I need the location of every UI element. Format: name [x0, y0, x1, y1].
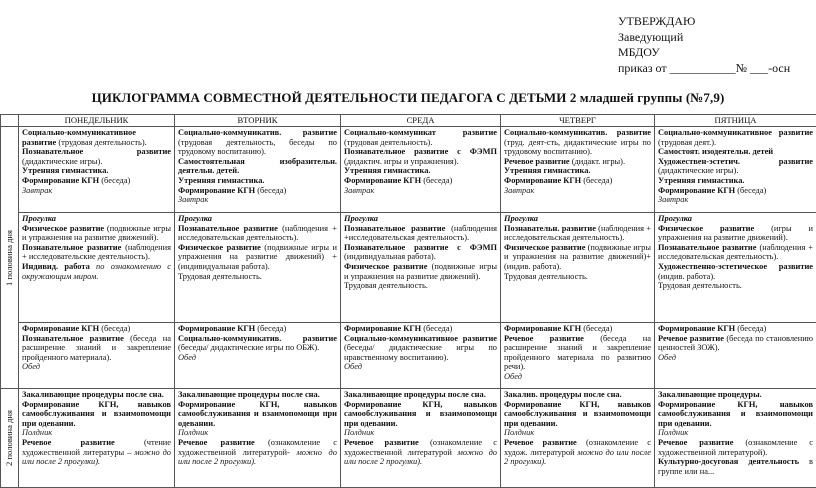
cell-fri-evening: Закаливающие процедуры. Формирование КГН, навыков самообслуживания и взаимопомощи при одевании. Полдник Речевое развитие (ознакомление с художественной литературой). Культурно-досуговая деятельность в группе или на...: [655, 389, 816, 488]
cell-wed-lunch: Формирование КГН (беседа) Социально-коммуникативное развитие (беседы/ дидактические игры по нравственному воспитанию). Обед: [341, 323, 501, 389]
cell-fri-morning: Социально-коммуникативное развитие (трудовая деят.). Самостоят. изодеятельн. детей Художествен-эстетич. развитие (дидактические игры). Утренняя гимнастика. Формирование КГН (беседа) Завтрак: [655, 127, 816, 213]
page-title: ЦИКЛОГРАММА СОВМЕСТНОЙ ДЕЯТЕЛЬНОСТИ ПЕДАГОГА С ДЕТЬМИ 2 младшей группы (№7,9): [0, 90, 816, 106]
approval-line-3: МБДОУ: [618, 45, 790, 61]
schedule-table: [0, 114, 816, 488]
table-row-lunch: [1, 323, 816, 389]
header-row: [1, 115, 816, 127]
meal-label: Завтрак: [504, 186, 651, 196]
snack-label: Полдник: [658, 428, 813, 438]
day-header-mon: ПОНЕДЕЛЬНИК: [19, 115, 175, 127]
meal-label: Завтрак: [344, 186, 497, 196]
snack-label: Полдник: [22, 428, 171, 438]
meal-label: Завтрак: [658, 195, 813, 205]
snack-label: Полдник: [178, 428, 337, 438]
approval-line-4: приказ от ___________№ ___-осн: [618, 61, 790, 77]
day-header-tue: ВТОРНИК: [175, 115, 341, 127]
half-day-label-2: [1, 389, 19, 488]
cell-mon-evening: Закаливающие процедуры после сна. Формирование КГН, навыков самообслуживания и взаимопомощи при одевании. Полдник Речевое развитие (чтение художественной литературы – можно до или после 2 прогулки).: [19, 389, 175, 488]
cell-wed-walk: Прогулка Познавательное развитие (наблюдения +исследовательская деятельность). Познавательное развитие с ФЭМП (индивидуальная работа). Физическое развитие (подвижные игры и упражнения на развитие движений). Трудовая деятельность.: [341, 213, 501, 323]
day-header-wed: СРЕДА: [341, 115, 501, 127]
cell-thu-evening: Закалив. процедуры после сна. Формирование КГН, навыков самообслуживания и взаимопомощи при одевании. Полдник Речевое развитие (ознакомление с худож. литературой можно до или после 2 прогулки).: [501, 389, 655, 488]
cell-tue-walk: Прогулка Познавательное развитие (наблюдения + исследовательская деятельность). Физическое развитие (подвижные игры и упражнения на развитие движений) + (индивидуальная работа). Трудовая деятельность.: [175, 213, 341, 323]
cell-tue-evening: Закаливающие процедуры после сна. Формирование КГН, навыков самообслуживания и взаимопомощи при одевании. Полдник Речевое развитие (ознакомление с художественной литературой- можно до или после 2 прогулки).: [175, 389, 341, 488]
cell-mon-walk: Прогулка Физическое развитие (подвижные игры и упражнения на развитие движений). Познавательное развитие (наблюдения + исследовательские деятельность). Индивид. работа по ознакомлению с окружающим миром.: [19, 213, 175, 323]
table-row-morning: [1, 127, 816, 213]
cell-wed-evening: Закаливающие процедуры после сна. Формирование КГН, навыков самообслуживания и взаимопомощи при одевании. Полдник Речевое развитие (ознакомление с художественной литературой можно до или после 2 прогулки).: [341, 389, 501, 488]
meal-label: Обед: [22, 362, 171, 372]
cell-mon-morning: Социально-коммуникативное развитие (трудовая деятельность). Познавательное развитие (дидактические игры). Утренняя гимнастика. Формирование КГН (беседа) Завтрак: [19, 127, 175, 213]
cell-thu-lunch: Формирование КГН (беседа) Речевое развитие (беседа на расширение знаний и закрепление пройденного материала по развитию речи). Обед: [501, 323, 655, 389]
table-row-evening: [1, 389, 816, 488]
cell-wed-morning: Социально-коммуникат развитие (трудовая деятельность). Познавательное развитие с ФЭМП (дидактич. игры и упражнения). Утренняя гимнастика. Формирование КГН (беседа) Завтрак: [341, 127, 501, 213]
cell-fri-lunch: Формирование КГН (беседа) Речевое развитие (беседа по становлению ценностей ЗОЖ). Обед: [655, 323, 816, 389]
table-row-walk: [1, 213, 816, 323]
snack-label: Полдник: [344, 428, 497, 438]
approval-block: [618, 14, 790, 76]
corner-cell: [1, 115, 19, 127]
cell-fri-walk: Прогулка Физическое развитие (игры и упражнения на развитие движений). Познавательное развитие (наблюдения + исследовательская деятельность). Художественно-эстетическое развитие (индив. работа). Трудовая деятельность.: [655, 213, 816, 323]
approval-line-2: Заведующий: [618, 30, 790, 46]
cell-thu-walk: Прогулка Познавательн. развитие (наблюдения + исследовательская деятельность). Физическое развитие (подвижные игры и упражнения на развитие движений)+(индив. работа). Трудовая деятельность.: [501, 213, 655, 323]
meal-label: Обед: [504, 372, 651, 382]
meal-label: Обед: [344, 362, 497, 372]
cell-thu-morning: Социально-коммуникатив. развитие (труд. деят-сть, дидактические игры по трудовому воспитанию). Речевое развитие (дидакт. игры). Утренняя гимнастика. Формирование КГН (беседа) Завтрак: [501, 127, 655, 213]
meal-label: Завтрак: [22, 186, 171, 196]
meal-label: Обед: [658, 353, 813, 363]
meal-label: Завтрак: [178, 195, 337, 205]
snack-label: Полдник: [504, 428, 651, 438]
day-header-fri: ПЯТНИЦА: [655, 115, 816, 127]
cell-tue-lunch: Формирование КГН (беседа) Социально-коммуникатив. развитие (беседы/ дидактические игры по ОБЖ). Обед: [175, 323, 341, 389]
cell-mon-lunch: Формирование КГН (беседа) Познавательное развитие (беседа на расширение знаний и закрепление пройденного материала). Обед: [19, 323, 175, 389]
half-day-1-text: 1 половина дня: [5, 230, 15, 286]
half-day-label-1: [1, 127, 19, 389]
meal-label: Обед: [178, 353, 337, 363]
approval-line-1: УТВЕРЖДАЮ: [618, 14, 790, 30]
half-day-2-text: 2 половина дня: [5, 410, 15, 466]
cell-tue-morning: Социально-коммуникатив. развитие (трудовая деятельность, беседы по трудовому воспитанию). Самостоятельная изобразительн. деятельн. детей. Утренняя гимнастика. Формирование КГН (беседа) Завтрак: [175, 127, 341, 213]
day-header-thu: ЧЕТВЕРГ: [501, 115, 655, 127]
